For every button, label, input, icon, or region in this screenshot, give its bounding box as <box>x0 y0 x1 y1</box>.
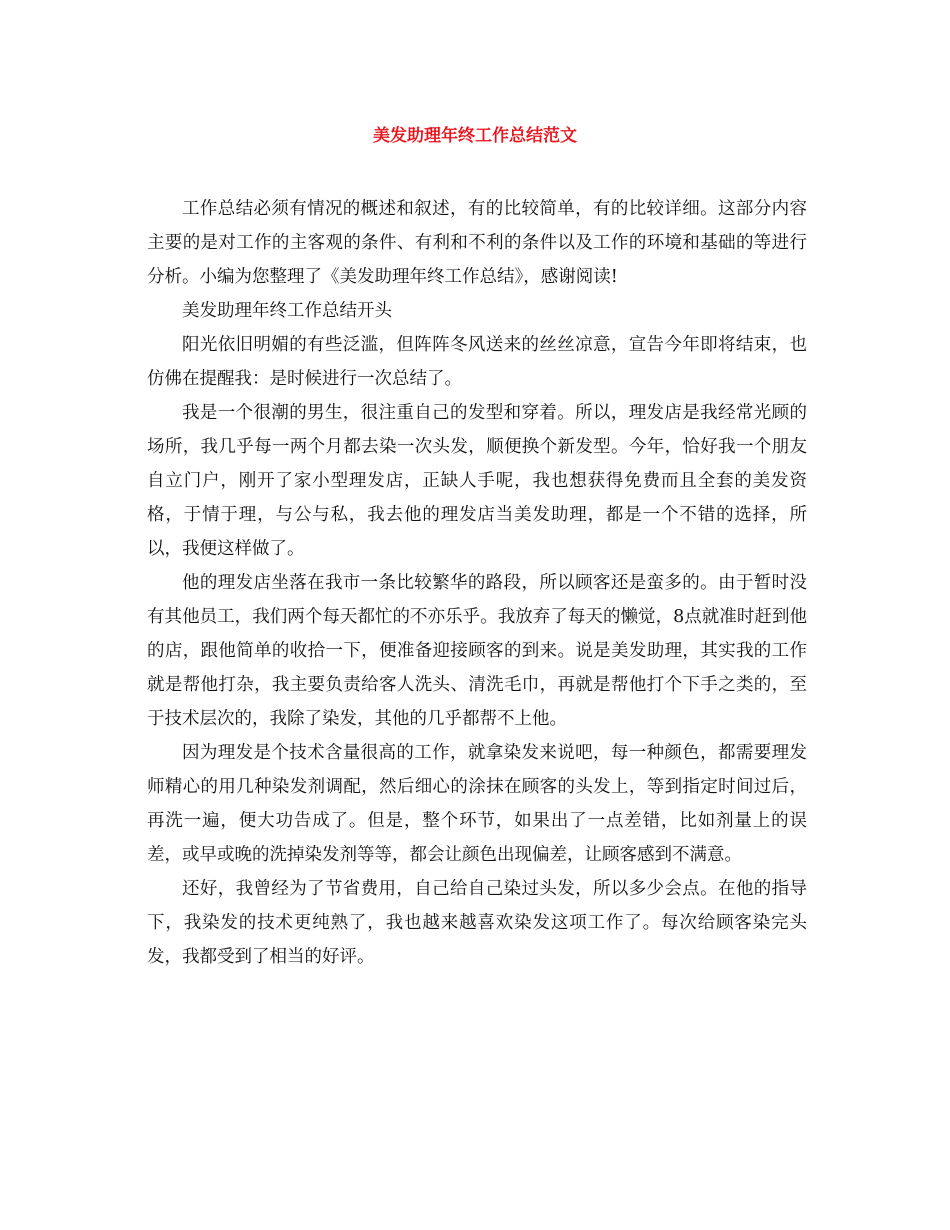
paragraph: 他的理发店坐落在我市一条比较繁华的路段，所以顾客还是蛮多的。由于暂时没有其他员工，我们两个每天都忙的不亦乐乎。我放弃了每天的懒觉，8点就准时赶到他的店，跟他简单的收拾一下，便准备迎接顾客的到来。说是美发助理，其实我的工作就是帮他打杂，我主要负责给客人洗头、清洗毛巾，再就是帮他打个下手之类的，至于技术层次的，我除了染发，其他的几乎都帮不上他。 <box>147 573 807 729</box>
document-title: 美发助理年终工作总结范文 <box>373 126 577 146</box>
paragraph: 还好，我曾经为了节省费用，自己给自己染过头发，所以多少会点。在他的指导下，我染发的技术更纯熟了，我也越来越喜欢染发这项工作了。每次给顾客染完头发，我都受到了相当的好评。 <box>147 879 807 967</box>
paragraph: 阳光依旧明媚的有些泛滥，但阵阵冬风送来的丝丝凉意，宣告今年即将结束，也仿佛在提醒我：是时候进行一次总结了。 <box>147 335 807 389</box>
paragraph-intro: 工作总结必须有情况的概述和叙述，有的比较简单，有的比较详细。这部分内容主要的是对工作的主客观的条件、有利和不利的条件以及工作的环境和基础的等进行分析。小编为您整理了《美发助理年终工作总结》，感谢阅读! <box>147 199 807 287</box>
document-body <box>147 192 807 974</box>
section-heading: 美发助理年终工作总结开头 <box>182 301 392 321</box>
paragraph: 因为理发是个技术含量很高的工作，就拿染发来说吧，每一种颜色，都需要理发师精心的用几种染发剂调配，然后细心的涂抹在顾客的头发上，等到指定时间过后，再洗一遍，便大功告成了。但是，整个环节，如果出了一点差错，比如剂量上的误差，或早或晚的洗掉染发剂等等，都会让颜色出现偏差，让顾客感到不满意。 <box>147 743 807 865</box>
paragraph: 我是一个很潮的男生，很注重自己的发型和穿着。所以，理发店是我经常光顾的场所，我几乎每一两个月都去染一次头发，顺便换个新发型。今年，恰好我一个朋友自立门户，刚开了家小型理发店，正缺人手呢，我也想获得免费而且全套的美发资格，于情于理，与公与私，我去他的理发店当美发助理，都是一个不错的选择，所以，我便这样做了。 <box>147 403 807 559</box>
